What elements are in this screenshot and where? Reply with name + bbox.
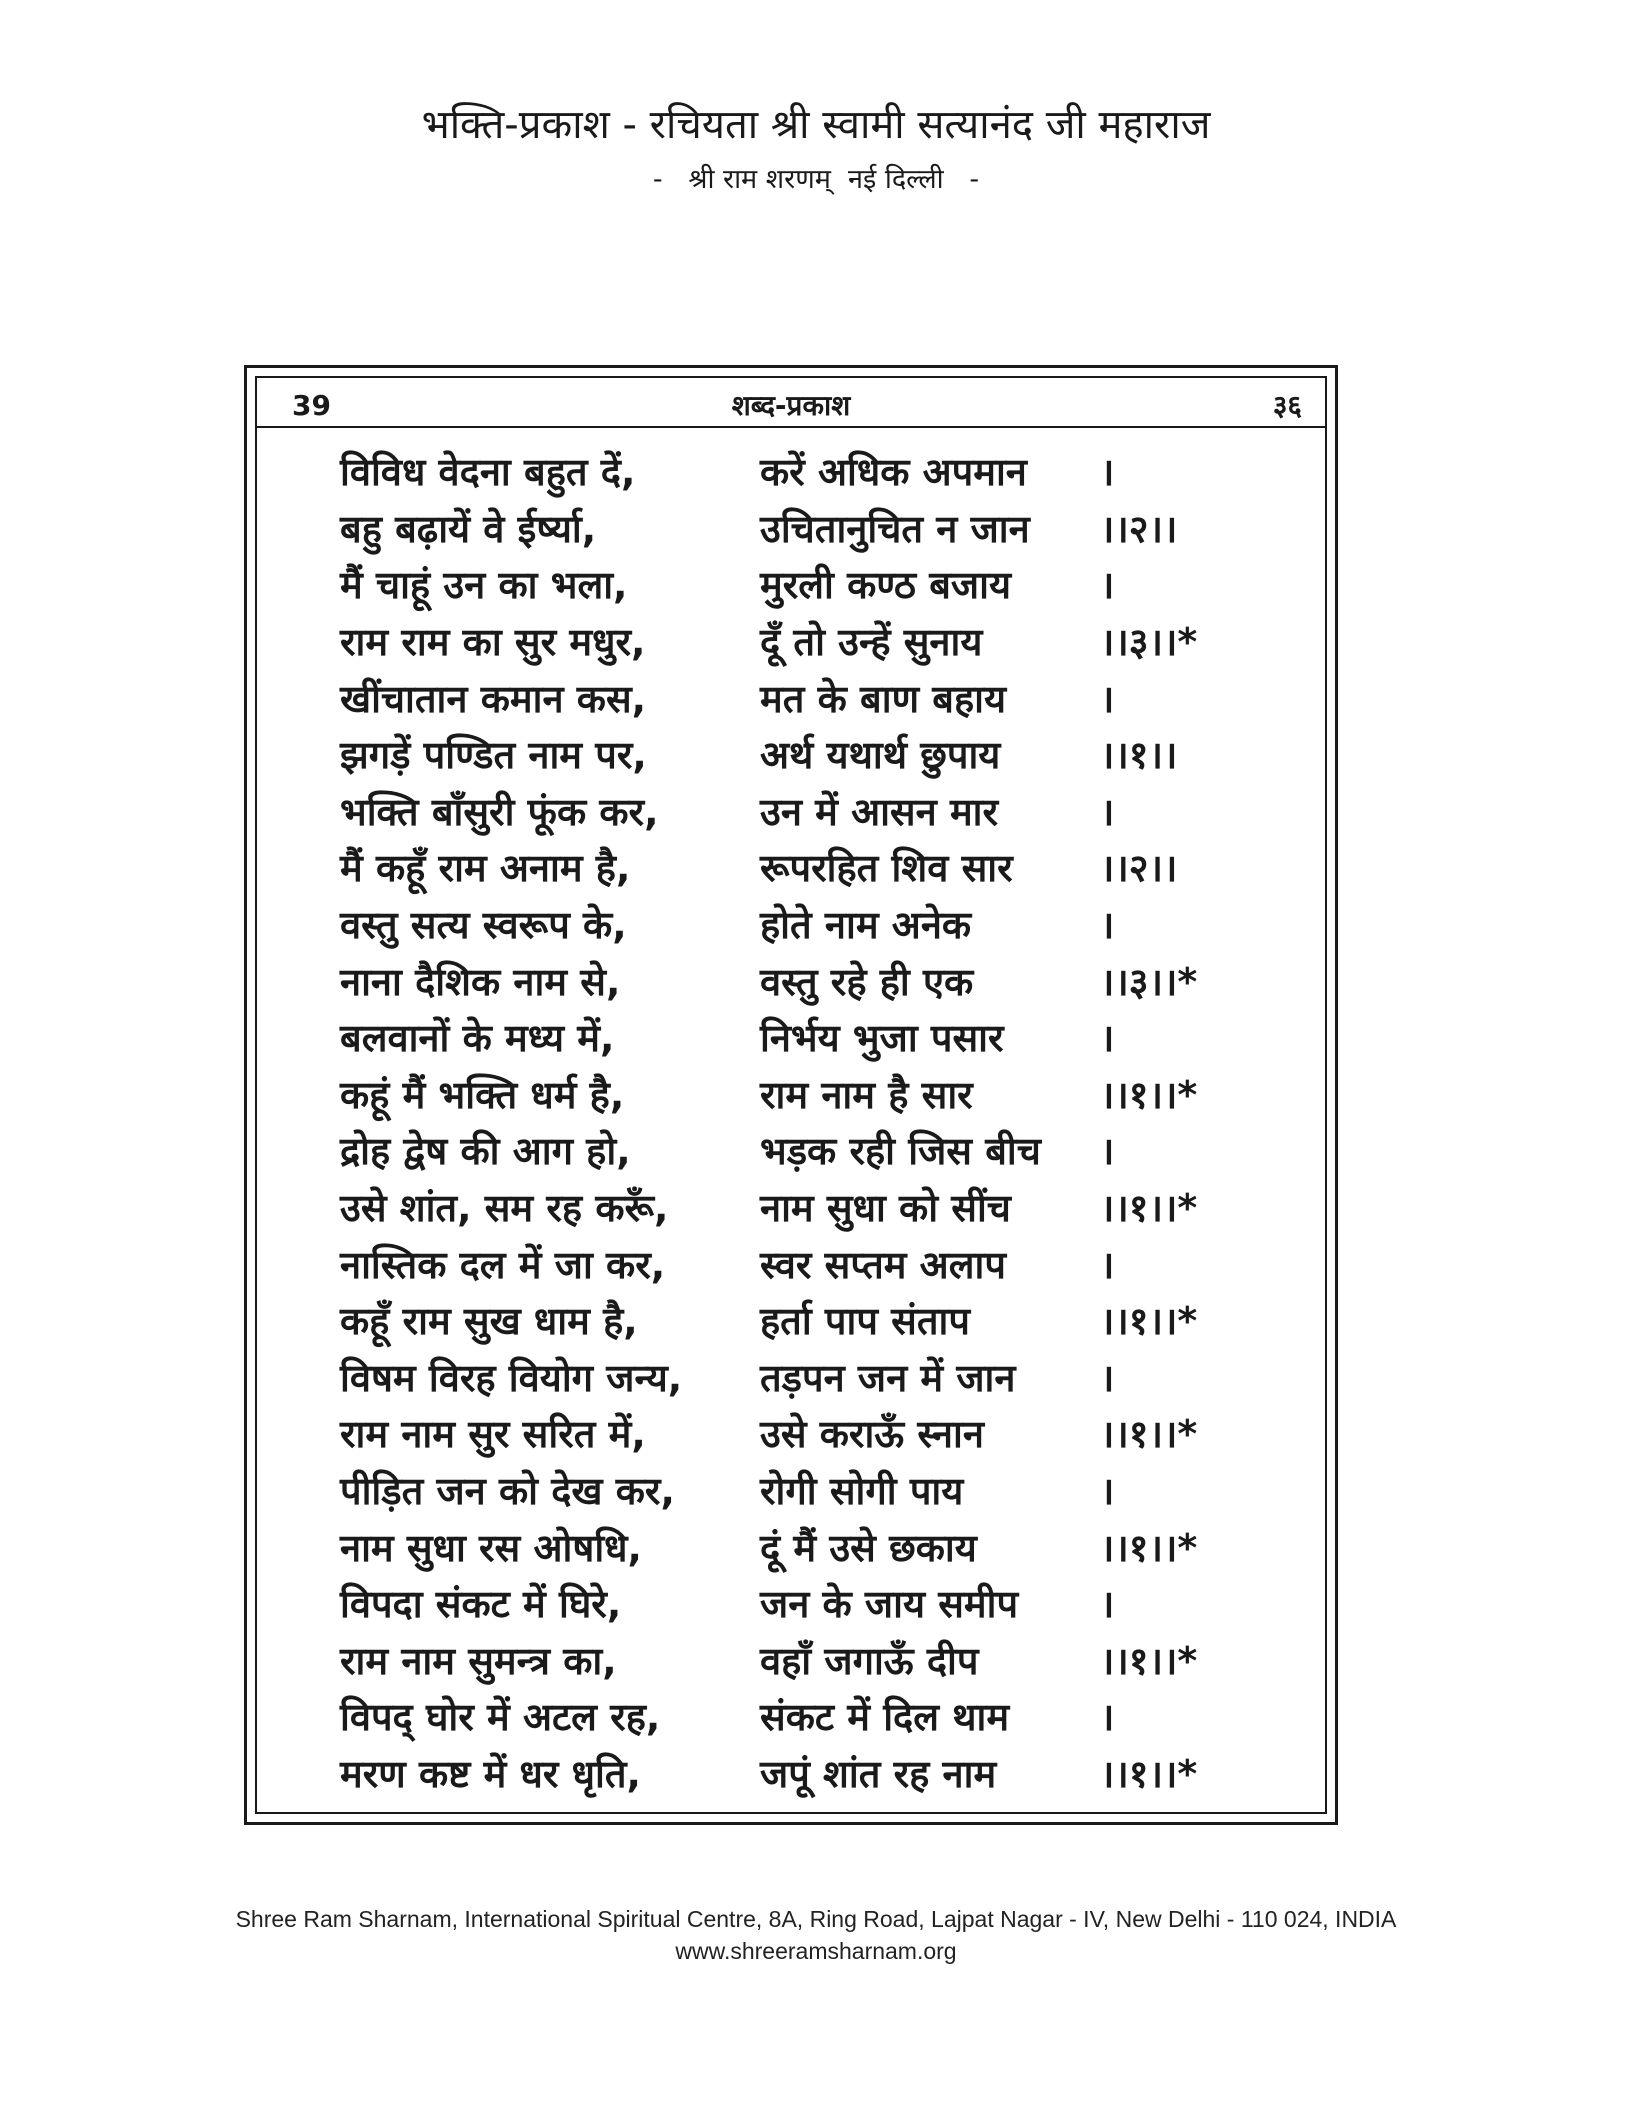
verse-line [340, 1518, 1280, 1575]
verse-marker: । [1100, 1242, 1115, 1287]
page-number-arabic: 39 [292, 389, 331, 422]
verse-line [340, 613, 1280, 670]
verse-marker: ।।१।।* [1100, 1072, 1198, 1117]
verse-first-half: नाना दैशिक नाम से, [340, 959, 621, 1004]
verse-line [340, 500, 1280, 557]
verse-first-half: विषम विरह वियोग जन्य, [340, 1355, 683, 1400]
verse-second-half: भड़क रही जिस बीच [760, 1129, 1041, 1174]
document-subtitle: - श्री राम शरणम् नई दिल्ली - [652, 164, 980, 195]
verse-marker: । [1100, 676, 1115, 721]
verse-second-half: रूपरहित शिव सार [760, 846, 1013, 891]
verse-line [340, 839, 1280, 896]
verse-marker: ।।२।। [1100, 846, 1178, 891]
verse-second-half: हर्ता पाप संताप [760, 1299, 970, 1344]
verse-line [340, 1631, 1280, 1688]
verse-second-half: करें अधिक अपमान [760, 450, 1027, 495]
verse-line [340, 556, 1280, 613]
verse-second-half: वहाँ जगाऊँ दीप [760, 1638, 979, 1683]
verse-marker: । [1100, 1695, 1115, 1740]
verse-line [340, 443, 1280, 500]
verse-second-half: अर्थ यथार्थ छुपाय [760, 733, 1001, 778]
verse-marker: । [1100, 1468, 1115, 1513]
verse-line [340, 1462, 1280, 1519]
verse-line [340, 952, 1280, 1009]
verse-list [340, 443, 1280, 1801]
verse-second-half: उन में आसन मार [760, 789, 999, 834]
verse-marker: ।।३।।* [1100, 959, 1198, 1004]
verse-second-half: उचितानुचित न जान [760, 506, 1030, 551]
verse-line [340, 1179, 1280, 1236]
verse-first-half: द्रोह द्वेष की आग हो, [340, 1129, 631, 1174]
verse-first-half: खींचातान कमान कस, [340, 676, 647, 721]
verse-marker: । [1100, 563, 1115, 608]
verse-second-half: दूँ तो उन्हें सुनाय [760, 620, 983, 665]
verse-first-half: मैं कहूँ राम अनाम है, [340, 846, 631, 891]
verse-second-half: होते नाम अनेक [760, 903, 972, 948]
verse-first-half: बलवानों के मध्य में, [340, 1016, 615, 1061]
verse-second-half: दूं मैं उसे छकाय [760, 1525, 977, 1570]
verse-second-half: जन के जाय समीप [760, 1582, 1019, 1627]
document-title: भक्ति-प्रकाश - रचियता श्री स्वामी सत्यानंद जी महाराज [421, 102, 1211, 148]
verse-line [340, 1066, 1280, 1123]
verse-marker: ।।१।।* [1100, 1412, 1198, 1457]
verse-first-half: विपदा संकट में घिरे, [340, 1582, 622, 1627]
verse-first-half: पीड़ित जन को देख कर, [340, 1468, 675, 1513]
verse-line [340, 1122, 1280, 1179]
verse-line [340, 669, 1280, 726]
verse-first-half: राम नाम सुमन्त्र का, [340, 1638, 617, 1683]
verse-marker: । [1100, 450, 1115, 495]
verse-marker: ।।१।। [1100, 733, 1178, 778]
verse-second-half: नाम सुधा को सींच [760, 1186, 1011, 1231]
verse-second-half: निर्भय भुजा पसार [760, 1016, 1004, 1061]
verse-second-half: रोगी सोगी पाय [760, 1468, 964, 1513]
verse-second-half: जपूं शांत रह नाम [760, 1751, 997, 1796]
verse-first-half: बहु बढ़ायें वे ईर्ष्या, [340, 506, 597, 551]
page-number-devanagari: ३६ [1272, 389, 1302, 422]
verse-line [340, 1292, 1280, 1349]
verse-marker: ।।१।।* [1100, 1525, 1198, 1570]
verse-line [340, 896, 1280, 953]
verse-first-half: कहूं मैं भक्ति धर्म है, [340, 1072, 625, 1117]
verse-first-half: उसे शांत, सम रह करूँ, [340, 1186, 669, 1231]
verse-second-half: स्वर सप्तम अलाप [760, 1242, 1006, 1287]
verse-first-half: मरण कष्ट में धर धृति, [340, 1751, 641, 1796]
verse-second-half: मुरली कण्ठ बजाय [760, 563, 1012, 608]
verse-marker: । [1100, 1355, 1115, 1400]
verse-second-half: तड़पन जन में जान [760, 1355, 1016, 1400]
verse-first-half: वस्तु सत्य स्वरूप के, [340, 903, 627, 948]
verse-marker: । [1100, 1129, 1115, 1174]
verse-first-half: भक्ति बाँसुरी फूंक कर, [340, 789, 659, 834]
verse-second-half: मत के बाण बहाय [760, 676, 1007, 721]
verse-second-half: उसे कराऊँ स्नान [760, 1412, 984, 1457]
verse-line [340, 1235, 1280, 1292]
verse-marker: । [1100, 903, 1115, 948]
verse-first-half: विविध वेदना बहुत दें, [340, 450, 636, 495]
verse-marker: ।।२।। [1100, 506, 1178, 551]
verse-first-half: विपद् घोर में अटल रह, [340, 1695, 661, 1740]
verse-line [340, 783, 1280, 840]
verse-marker: ।।१।।* [1100, 1751, 1198, 1796]
verse-marker: । [1100, 789, 1115, 834]
verse-first-half: झगड़ें पण्डित नाम पर, [340, 733, 647, 778]
verse-first-half: राम नाम सुर सरित में, [340, 1412, 646, 1457]
verse-marker: ।।१।।* [1100, 1638, 1198, 1683]
footer-address: Shree Ram Sharnam, International Spiritual Centre, 8A, Ring Road, Lajpat Nagar - IV, New Delhi - 110 024, INDIA [235, 1906, 1397, 1932]
verse-second-half: वस्तु रहे ही एक [760, 959, 974, 1004]
section-title: शब्द-प्रकाश [731, 389, 851, 422]
verse-first-half: मैं चाहूं उन का भला, [340, 563, 628, 608]
verse-marker: । [1100, 1016, 1115, 1061]
verse-second-half: संकट में दिल थाम [760, 1695, 1010, 1740]
verse-line [340, 1349, 1280, 1406]
verse-second-half: राम नाम है सार [760, 1072, 973, 1117]
verse-line [340, 1405, 1280, 1462]
verse-line [340, 726, 1280, 783]
verse-first-half: नास्तिक दल में जा कर, [340, 1242, 666, 1287]
verse-line [340, 1745, 1280, 1802]
verse-marker: ।।१।।* [1100, 1299, 1198, 1344]
verse-marker: ।।३।।* [1100, 620, 1198, 665]
verse-line [340, 1009, 1280, 1066]
footer-website: www.shreeramsharnam.org [675, 1938, 957, 1964]
verse-line [340, 1575, 1280, 1632]
verse-first-half: राम राम का सुर मधुर, [340, 620, 646, 665]
verse-first-half: नाम सुधा रस ओषधि, [340, 1525, 642, 1570]
verse-line [340, 1688, 1280, 1745]
page-header-divider [257, 426, 1325, 428]
verse-marker: ।।१।।* [1100, 1186, 1198, 1231]
verse-first-half: कहूँ राम सुख धाम है, [340, 1299, 638, 1344]
verse-marker: । [1100, 1582, 1115, 1627]
